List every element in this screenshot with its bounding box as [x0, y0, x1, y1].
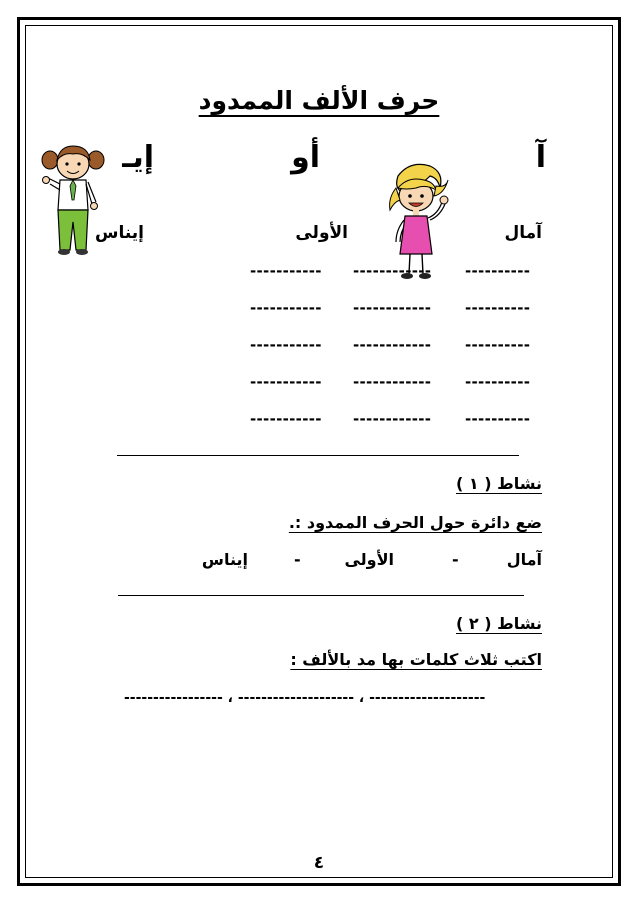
activity2-instruction: اكتب ثلاث كلمات بها مد بالألف :: [290, 650, 542, 669]
activity1-separator: -: [294, 550, 301, 569]
dash-line[interactable]: ----------: [465, 336, 531, 354]
dash-line[interactable]: ----------: [465, 299, 531, 317]
activity2-heading: نشاط ( ٢ ): [455, 614, 542, 633]
dash-line[interactable]: ----------: [465, 410, 531, 428]
dash-line[interactable]: ------------: [353, 373, 432, 391]
activity2-answer-line[interactable]: ----------------- ، -------------------- ، --------------------: [124, 690, 486, 706]
letter-alef-hamza-below: إيـ: [122, 140, 154, 175]
word-al-oula: الأولى: [295, 223, 348, 243]
dash-line[interactable]: ------------: [353, 299, 432, 317]
girl-green-pants-illustration: [38, 138, 108, 258]
dash-line[interactable]: -----------: [250, 336, 322, 354]
activity1-word-inas[interactable]: إيناس: [201, 550, 248, 569]
activity1-instruction: ضع دائرة حول الحرف الممدود :.: [288, 513, 542, 532]
section-divider: [117, 455, 519, 456]
dash-line[interactable]: -----------: [250, 410, 322, 428]
page-number: ٤: [313, 853, 325, 873]
activity1-word-al-oula[interactable]: الأولى: [344, 550, 394, 569]
activity1-heading: نشاط ( ١ ): [455, 474, 542, 493]
dash-line[interactable]: ------------: [353, 410, 432, 428]
section-divider: [118, 595, 524, 596]
letter-alef-hamza-above: أو: [291, 140, 320, 175]
word-amal: آمال: [504, 223, 542, 243]
activity1-separator: -: [452, 550, 459, 569]
dash-line[interactable]: ----------: [465, 262, 531, 280]
dash-line[interactable]: ------------: [353, 336, 432, 354]
letter-alef-madda: آ: [535, 140, 546, 175]
dash-line[interactable]: ----------: [465, 373, 531, 391]
dash-line[interactable]: -----------: [250, 373, 322, 391]
activity1-word-amal[interactable]: آمال: [506, 550, 542, 569]
word-inas: إيناس: [95, 223, 144, 243]
page-title: حرف الألف الممدود: [198, 86, 440, 115]
dash-line[interactable]: ------------: [353, 262, 432, 280]
dash-line[interactable]: -----------: [250, 299, 322, 317]
dash-line[interactable]: -----------: [250, 262, 322, 280]
